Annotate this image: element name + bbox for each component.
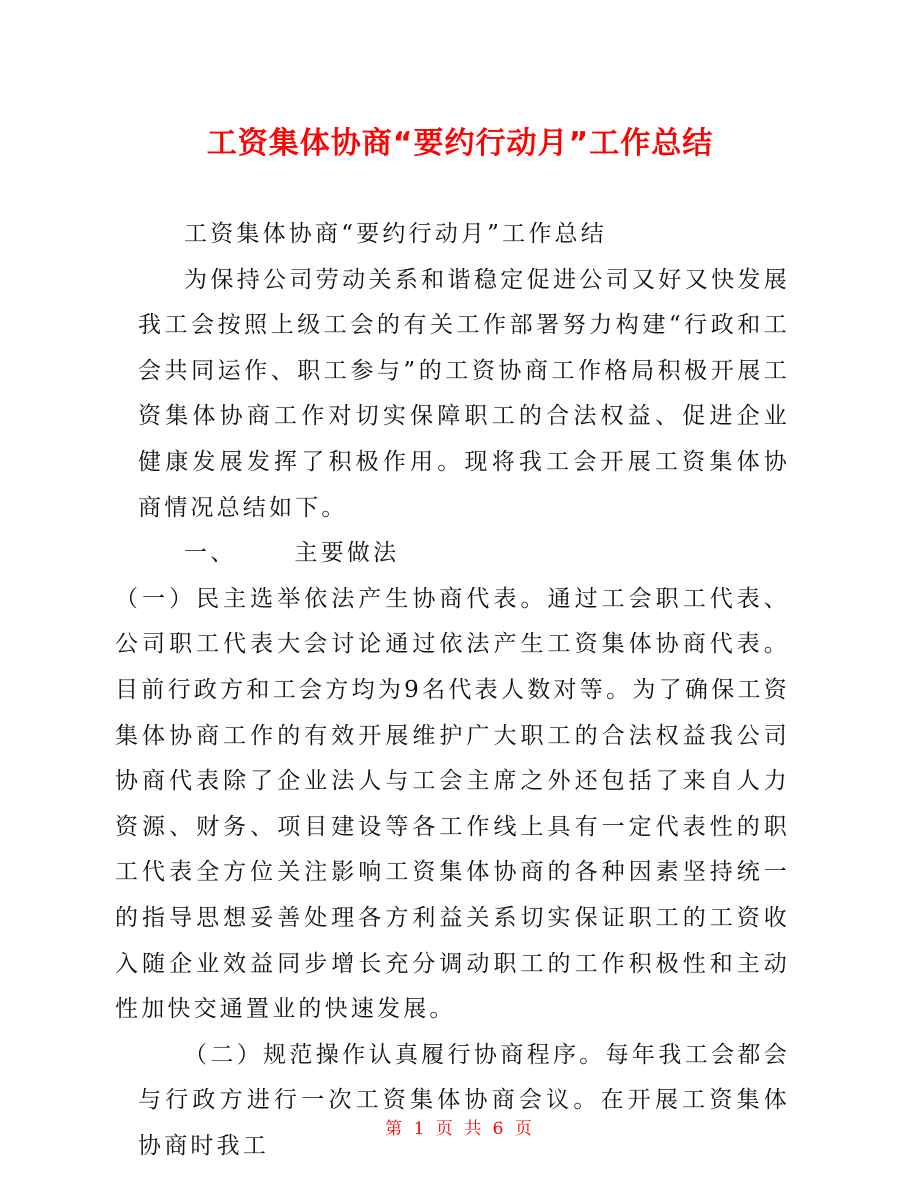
paragraph-standard-procedure: （二）规范操作认真履行协商程序。每年我工会都会与行政方进行一次工资集体协商会议。在开展工资集体协商时我工 bbox=[138, 1041, 790, 1159]
document-body bbox=[115, 212, 790, 1169]
section-heading bbox=[138, 531, 790, 577]
page-number-footer: 第 1 页 共 6 页 bbox=[385, 1119, 535, 1139]
section-number: 一、 bbox=[184, 540, 237, 567]
paragraph-democratic-election: （一）民主选举依法产生协商代表。通过工会职工代表、公司职工代表大会讨论通过依法产生工资集体协商代表。目前行政方和工会方均为9名代表人数对等。为了确保工资集体协商工作的有效开展维护广大职工的合法权益我公司协商代表除了企业法人与工会主席之外还包括了来自人力资源、财务、项目建设等各工作线上具有一定代表性的职工代表全方位关注影响工资集体协商的各种因素坚持统一的指导思想妥善处理各方利益关系切实保证职工的工资收入随企业效益同步增长充分调动职工的工作积极性和主动性加快交通置业的快速发展。 bbox=[115, 585, 790, 1023]
document-subtitle: 工资集体协商“要约行动月”工作总结 bbox=[184, 221, 607, 247]
intro-paragraph: 为保持公司劳动关系和谐稳定促进公司又好又快发展我工会按照上级工会的有关工作部署努力构建“行政和工会共同运作、职工参与”的工资协商工作格局积极开展工资集体协商工作对切实保障职工的合法权益、促进企业健康发展发挥了积极作用。现将我工会开展工资集体协商情况总结如下。 bbox=[138, 266, 790, 521]
document-title: 工资集体协商“要约行动月”工作总结 bbox=[206, 126, 714, 161]
section-title: 主要做法 bbox=[294, 540, 400, 567]
